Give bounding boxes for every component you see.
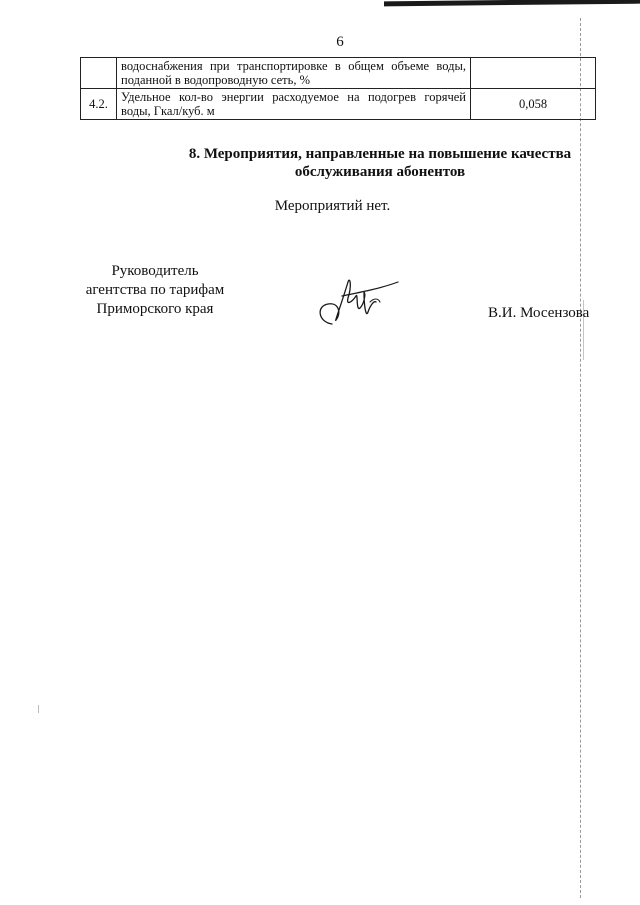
scan-edge-line xyxy=(384,0,640,6)
row-description: водоснабжения при транспортировке в общем объеме воды, поданной в водопроводную сеть, % xyxy=(117,58,471,89)
indicators-table xyxy=(80,57,596,120)
section-body: Мероприятий нет. xyxy=(274,198,391,214)
row-number xyxy=(81,58,117,89)
row-number: 4.2. xyxy=(81,89,117,120)
signer-name: В.И. Мосензова xyxy=(488,305,590,321)
table-row xyxy=(81,89,596,120)
section-heading xyxy=(80,145,640,181)
table-row xyxy=(81,58,596,89)
page-number: 6 xyxy=(336,34,344,50)
handwritten-signature xyxy=(312,272,402,330)
signer-title xyxy=(80,262,230,319)
signer-title-line: Руководитель xyxy=(111,263,199,279)
section-heading-line: 8. Мероприятия, направленные на повышение качества xyxy=(188,146,572,162)
row-value: 0,058 xyxy=(471,89,596,120)
signer-title-line: Приморского края xyxy=(96,301,214,317)
signer-title-line: агентства по тарифам xyxy=(85,282,225,298)
row-description: Удельное кол-во энергии расходуемое на подогрев горячей воды, Гкал/куб. м xyxy=(117,89,471,120)
scan-speck xyxy=(38,705,39,713)
section-heading-line: обслуживания абонентов xyxy=(294,164,466,180)
row-value xyxy=(471,58,596,89)
